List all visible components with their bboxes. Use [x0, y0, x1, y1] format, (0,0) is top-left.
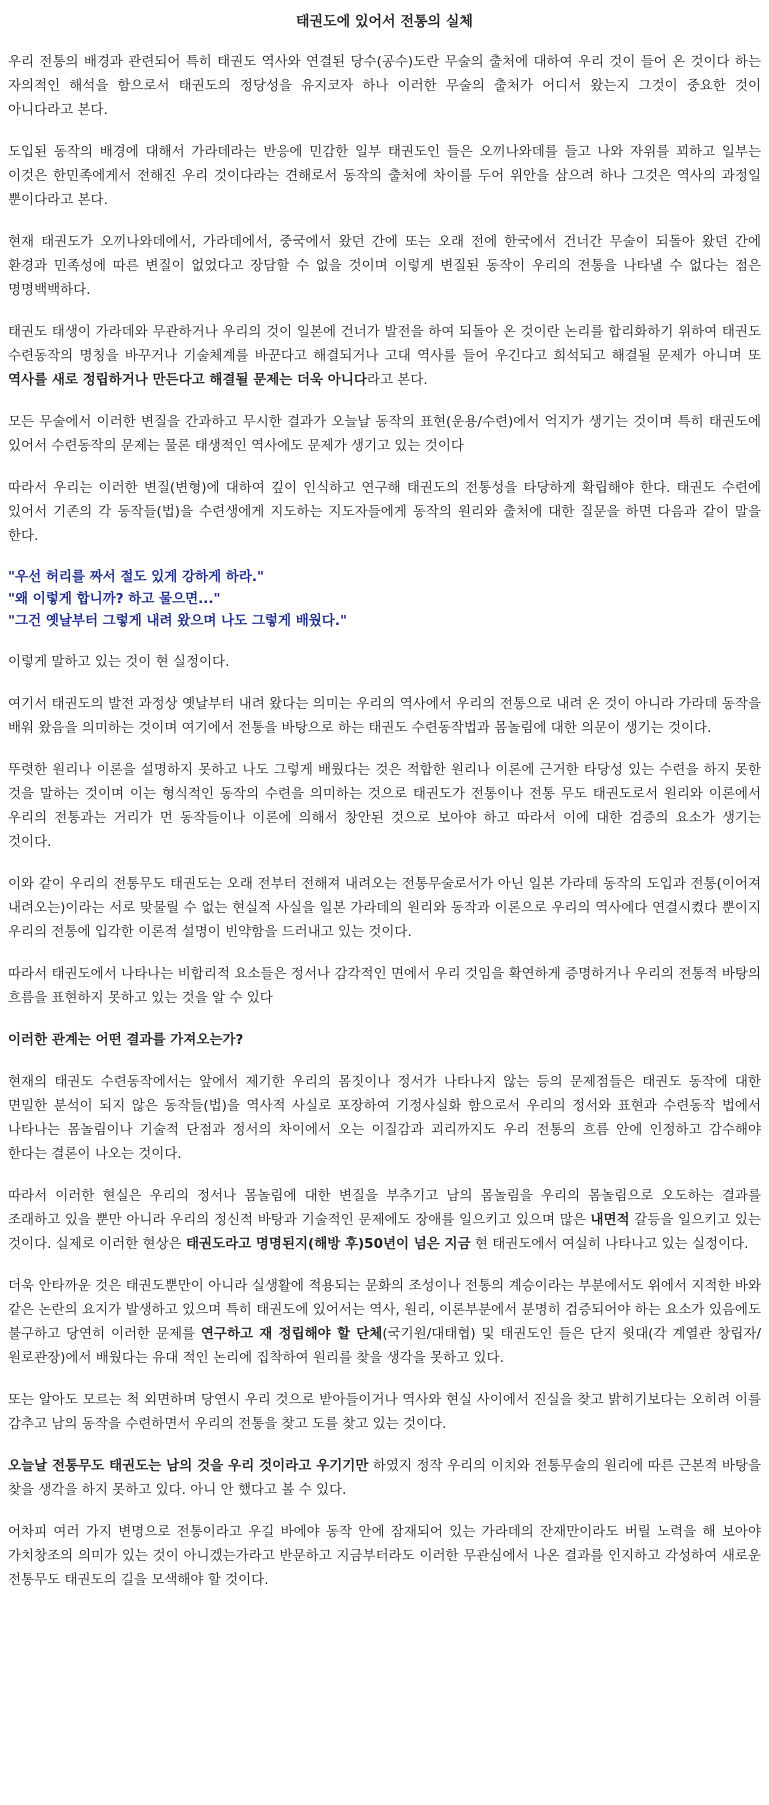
- quote-line: "우선 허리를 짜서 절도 있게 강하게 하라.": [8, 569, 265, 585]
- quote-line: "왜 이렇게 합니까? 하고 물으면...": [8, 591, 221, 607]
- paragraph: [8, 50, 761, 122]
- paragraph-text: 태권도 태생이 가라데와 무관하거나 우리의 것이 일본에 건너가 발전을 하여 되돌아 온 것이란 논리를 합리화하기 위하여 태권도 수련동작의 명칭을 바꾸거나 기술체계를 바꾼다고 해결되거나 고대 역사를 들어 우긴다고 희석되고 해결될 문제가 아니며 또: [8, 324, 761, 364]
- paragraph-text: (국기원/대태협) 및 태권도인 들은 단지 윗대(각 계열관 창립자/원로관장)에서 배웠다는 유대 적인 논리에 집착하여 원리를 찾을 생각을 못하고 있다.: [8, 1326, 762, 1366]
- paragraph-text: 또는 알아도 모르는 척 외면하며 당연시 우리 것으로 받아들이거나 역사와 현실 사이에서 진실을 찾고 밝히기보다는 오히려 이를 감추고 남의 동작을 수련하면서 우리의 전통을 찾고 도를 찾고 있는 것이다.: [8, 1392, 761, 1432]
- article-body-part2: [8, 650, 761, 1592]
- paragraph-text: 따라서 우리는 이러한 변질(변형)에 대하여 깊이 인식하고 연구해 태권도의 전통성을 타당하게 확립해야 한다. 태권도 수련에 있어서 기존의 각 동작들(법)을 수련생에게 지도하는 지도자들에게 동작의 원리와 출처에 대한 질문을 하면 다음과 같이 말을 한다.: [8, 480, 761, 544]
- paragraph: [8, 476, 761, 548]
- paragraph: [8, 872, 761, 944]
- paragraph-text: 따라서 태권도에서 나타나는 비합리적 요소들은 정서나 감각적인 면에서 우리 것임을 확연하게 증명하거나 우리의 전통적 바탕의 흐름을 표현하지 못하고 있는 것을 알 수 있다: [8, 966, 761, 1006]
- paragraph: [8, 320, 761, 392]
- quote-line: "그건 옛날부터 그렇게 내려 왔으며 나도 그렇게 배웠다.": [8, 613, 347, 629]
- paragraph-text: 모든 무술에서 이러한 변질을 간과하고 무시한 결과가 오늘날 동작의 표현(운용/수련)에서 억지가 생기는 것이며 특히 태권도에 있어서 수련동작의 문제는 물론 태생적인 역사에도 문제가 생기고 있는 것이다: [8, 414, 761, 454]
- paragraph: [8, 1184, 761, 1256]
- paragraph-text: 우리 전통의 배경과 관련되어 특히 태권도 역사와 연결된 당수(공수)도란 무술의 출처에 대하여 우리 것이 들어 온 것이다 하는 자의적인 해석을 함으로서 태권도의 정당성을 유지코자 하나 이러한 무술의 출처가 어디서 왔는지 그것이 중요한 것이 아니다라고 본다.: [8, 54, 761, 118]
- paragraph: [8, 650, 761, 674]
- paragraph: [8, 230, 761, 302]
- emphasis-text: 오늘날 전통무도 태권도는 남의 것을 우리 것이라고 우기기만: [8, 1458, 369, 1474]
- article-title: 태권도에 있어서 전통의 실체: [296, 14, 473, 30]
- paragraph-text: 뚜렷한 원리나 이론을 설명하지 못하고 나도 그렇게 배웠다는 것은 적합한 원리나 이론에 근거한 타당성 있는 수련을 하지 못한 것을 말하는 것이며 이는 형식적인 동작의 수련을 의미하는 것으로 태권도가 전통이나 전통 무도 태권도로서 원리와 이론에서 우리의 전통과는 거리가 먼 동작들이나 이론에 의해서 창안된 것으로 보아야 하고 따라서 이에 대한 검증의 요소가 생기는 것이다.: [8, 762, 761, 850]
- paragraph: [8, 962, 761, 1010]
- paragraph-text: 따라서 이러한 현실은 우리의 정서나 몸놀림에 대한 변질을 부추기고 남의 몸놀림을 우리의 몸놀림으로 오도하는 결과를 조래하고 있을 뿐만 아니라 우리의 정신적 바탕과 기술적인 문제에도 장애를 일으키고 있으며 많은: [8, 1188, 761, 1228]
- paragraph: [8, 692, 761, 740]
- paragraph-text: 여기서 태권도의 발전 과정상 옛날부터 내려 왔다는 의미는 우리의 역사에서 우리의 전통으로 내려 온 것이 아니라 가라데 동작을 배워 왔음을 의미하는 것이며 여기에서 전통을 바탕으로 하는 태권도 수련동작법과 몸놀림에 대한 의문이 생기는 것이다.: [8, 696, 761, 736]
- paragraph-text: 도입된 동작의 배경에 대해서 가라데라는 반응에 민감한 일부 태권도인 들은 오끼나와데를 들고 나와 자위를 꾀하고 일부는 이것은 한민족에게서 전해진 우리 것이다라는 견해로서 동작의 출처에 차이를 두어 위안을 삼으려 하나 그것은 역사의 과정일 뿐이다라고 본다.: [8, 144, 761, 208]
- paragraph-text: 이와 같이 우리의 전통무도 태권도는 오래 전부터 전해져 내려오는 전통무술로서가 아닌 일본 가라데 동작의 도입과 전통(이어져 내려오는)이라는 서로 맞물릴 수 없는 현실적 사실을 일본 가라데의 원리와 동작과 이론으로 우리의 역사에다 연결시켰다 뿐이지 우리의 전통에 입각한 이론적 설명이 빈약함을 드러내고 있는 것이다.: [8, 876, 761, 940]
- paragraph: [8, 1274, 761, 1370]
- paragraph-text: 이렇게 말하고 있는 것이 현 실정이다.: [8, 654, 230, 670]
- paragraph: [8, 1028, 761, 1052]
- paragraph-text: 현재 태권도가 오끼나와데에서, 가라데에서, 중국에서 왔던 간에 또는 오래 전에 한국에서 건너간 무술이 되돌아 왔던 간에 환경과 민족성에 따른 변질이 없었다고 장담할 수 없을 것이며 이렇게 변질된 동작이 우리의 전통을 나타낼 수 없다는 점은 명명백백하다.: [8, 234, 761, 298]
- paragraph: [8, 1388, 761, 1436]
- emphasis-text: 연구하고 재 정립해야 할 단체: [200, 1326, 383, 1342]
- paragraph: [8, 1454, 761, 1502]
- paragraph: [8, 1070, 761, 1166]
- paragraph-text: 갈등을 일으키고 있는 것이다. 실제로 이러한 현상은: [8, 1212, 761, 1252]
- paragraph: [8, 410, 761, 458]
- paragraph-text: 현재의 태권도 수련동작에서는 앞에서 제기한 우리의 몸짓이나 정서가 나타나지 않는 등의 문제점들은 태권도 동작에 대한 면밀한 분석이 되지 않은 동작들(법)을 역사적 사실로 포장하여 기정사실화 함으로서 우리의 정서와 표현과 수련동작 법에서 나타나는 몸놀림이나 기술적 단점과 정서의 차이에서 오는 이질감과 괴리까지도 우리 전통의 흐름 안에 인정하고 감수해야 한다는 결론이 나오는 것이다.: [8, 1074, 761, 1162]
- emphasis-text: 이러한 관계는 어떤 결과를 가져오는가?: [8, 1032, 244, 1048]
- emphasis-text: 역사를 새로 정립하거나 만든다고 해결될 문제는 더욱 아니다: [8, 372, 367, 388]
- paragraph-text: 하였지 정작 우리의 이치와 전통무술의 원리에 따른 근본적 바탕을 찾을 생각을 하지 못하고 있다. 아니 안 했다고 볼 수 있다.: [8, 1458, 761, 1498]
- paragraph: [8, 758, 761, 854]
- emphasis-text: 내면적: [590, 1212, 630, 1228]
- paragraph: [8, 1520, 761, 1592]
- quote-block: [8, 566, 761, 632]
- paragraph: [8, 140, 761, 212]
- paragraph-text: 어차피 여러 가지 변명으로 전통이라고 우길 바에야 동작 안에 잠재되어 있는 가라데의 잔재만이라도 버릴 노력을 해 보아야 가치창조의 의미가 있는 것이 아니겠는가라고 반문하고 지금부터라도 이러한 무관심에서 나온 결과를 인지하고 각성하여 새로운 전통무도 태권도의 길을 모색해야 할 것이다.: [8, 1524, 761, 1588]
- paragraph-text: 라고 본다.: [366, 372, 428, 388]
- article-body-part1: [8, 50, 761, 548]
- emphasis-text: 태권도라고 명명된지(해방 후)50년이 넘은 지금: [185, 1236, 471, 1252]
- paragraph-text: 현 태권도에서 여실히 나타나고 있는 실정이다.: [470, 1236, 749, 1252]
- paragraph-text: 더욱 안타까운 것은 태권도뿐만이 아니라 실생활에 적용되는 문화의 조성이나 전통의 계승이라는 부분에서도 위에서 지적한 바와 같은 논란의 요지가 발생하고 있으며 특히 태권도에 있어서는 역사, 원리, 이론부분에서 분명히 검증되어야 하는 요소가 있음에도 불구하고 당연히 이러한 문제를: [8, 1278, 761, 1342]
